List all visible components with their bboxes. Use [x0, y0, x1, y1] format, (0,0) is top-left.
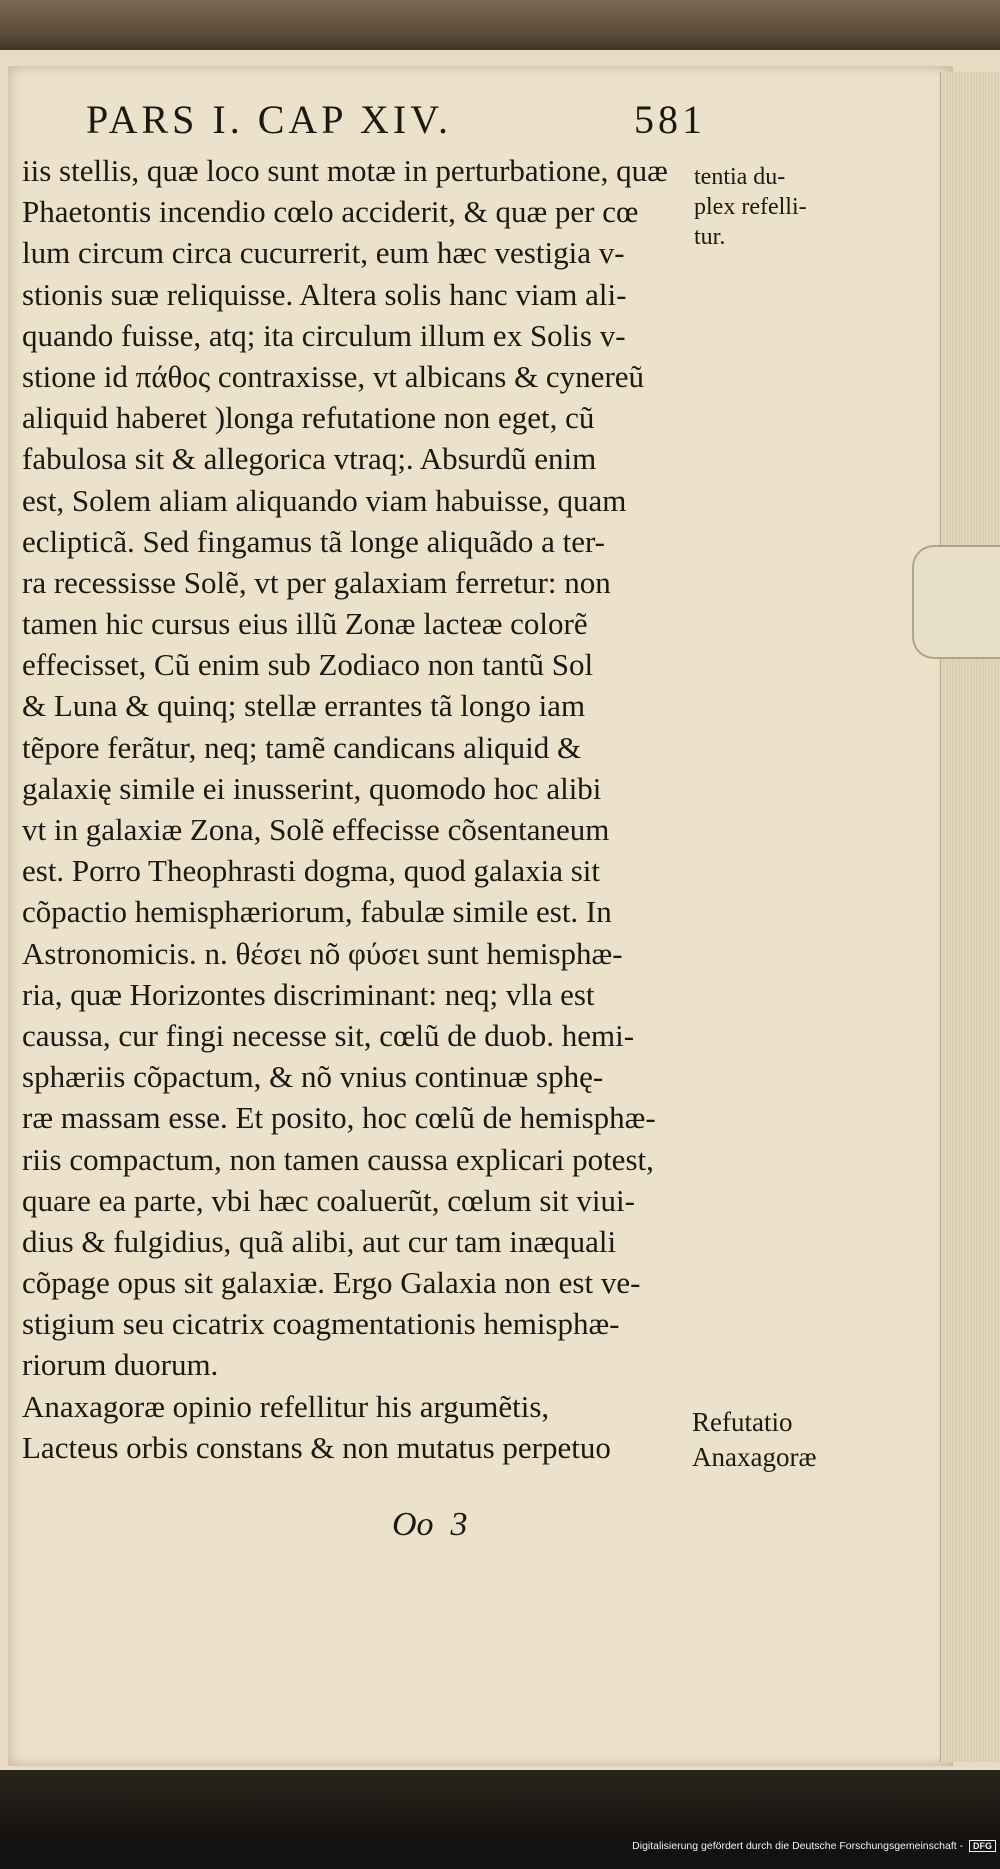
text-line: iis stellis, quæ loco sunt motæ in perturbatione, quæ — [22, 153, 668, 188]
margin-note-top — [694, 162, 824, 252]
text-line: eclipticã. Sed fingamus tã longe aliquãdo a ter- — [22, 523, 606, 559]
text-line: effecisset, Cũ enim sub Zodiaco non tantũ Sol — [22, 647, 594, 683]
text-line: vt in galaxiæ Zona, Solẽ effecisse cõsentaneum — [22, 812, 610, 847]
text-line: & Luna & quinq; stellæ errantes tã longo iam — [22, 688, 586, 724]
margin-note-line: tur. — [694, 224, 726, 250]
text-line: Anaxagoræ opinio refellitur his argumẽtis, — [22, 1388, 550, 1424]
margin-note-line: Refutatio — [692, 1407, 793, 1437]
book-fore-edge — [940, 72, 1000, 1762]
text-line: quare ea parte, vbi hæc coaluerũt, cœlum sit viui- — [22, 1182, 635, 1218]
text-line: ræ massam esse. Et posito, hoc cœlũ de hemisphæ- — [22, 1100, 656, 1136]
text-line: caussa, cur fingi necesse sit, cœlũ de duob. hemi- — [22, 1017, 635, 1053]
margin-note-line: plex refelli- — [694, 194, 807, 220]
running-header — [86, 96, 706, 142]
margin-note-bottom — [692, 1405, 832, 1475]
text-line: Phaetontis incendio cœlo acciderit, & quæ per cœ — [22, 194, 639, 230]
text-line: cõpage opus sit galaxiæ. Ergo Galaxia non est ve- — [22, 1265, 641, 1301]
text-line: fabulosa sit & allegorica vtraq;. Absurdũ enim — [22, 441, 597, 477]
text-line: stionis suæ reliquisse. Altera solis hanc viam ali- — [22, 276, 627, 312]
text-line: Astronomicis. n. θέσει nõ φύσει sunt hemisphæ- — [22, 935, 623, 971]
running-title: PARS I. CAP XIV. — [86, 97, 452, 142]
page-tab-marker — [912, 545, 1000, 659]
credit-text: Digitalisierung gefördert durch die Deutsche Forschungsgemeinschaft - — [632, 1840, 964, 1852]
digitization-credit — [600, 1840, 996, 1862]
margin-note-line: Anaxagoræ — [692, 1442, 817, 1472]
text-line: dius & fulgidius, quã alibi, aut cur tam inæquali — [22, 1223, 617, 1259]
text-line: est. Porro Theophrasti dogma, quod galaxia sit — [22, 853, 600, 889]
dfg-logo: DFG — [969, 1840, 996, 1852]
signature-mark: Oo 3 — [392, 1506, 468, 1543]
book-bottom-edge — [0, 1770, 1000, 1832]
text-line: lum circum circa cucurrerit, eum hæc vestigia v- — [22, 235, 625, 271]
text-line: stione id πάθος contraxisse, vt albicans & cynereũ — [22, 358, 645, 394]
margin-note-line: tentia du- — [694, 164, 786, 190]
text-line: riorum duorum. — [22, 1347, 219, 1383]
main-text-block — [22, 150, 690, 1468]
text-line: tẽpore ferãtur, neq; tamẽ candicans aliquid & — [22, 729, 582, 765]
text-line: ra recessisse Solẽ, vt per galaxiam ferretur: non — [22, 564, 611, 600]
text-line: tamen hic cursus eius illũ Zonæ lacteæ colorẽ — [22, 606, 588, 642]
text-line: galaxię simile ei inusserint, quomodo hoc alibi — [22, 770, 602, 806]
text-line: riis compactum, non tamen caussa explicari potest, — [22, 1141, 654, 1177]
text-line: sphæriis cõpactum, & nõ vnius continuæ sphę- — [22, 1059, 604, 1095]
text-line: stigium seu cicatrix coagmentationis hemisphæ- — [22, 1306, 620, 1342]
text-line: quando fuisse, atq; ita circulum illum ex Solis v- — [22, 317, 626, 353]
page-number: 581 — [634, 97, 706, 142]
text-line: cõpactio hemisphæriorum, fabulæ simile est. In — [22, 894, 612, 930]
text-line: est, Solem aliam aliquando viam habuisse, quam — [22, 482, 627, 518]
text-line: aliquid haberet )longa refutatione non eget, cũ — [22, 400, 595, 436]
text-line: Lacteus orbis constans & non mutatus perpetuo — [22, 1429, 611, 1465]
text-line: ria, quæ Horizontes discriminant: neq; vlla est — [22, 976, 595, 1012]
